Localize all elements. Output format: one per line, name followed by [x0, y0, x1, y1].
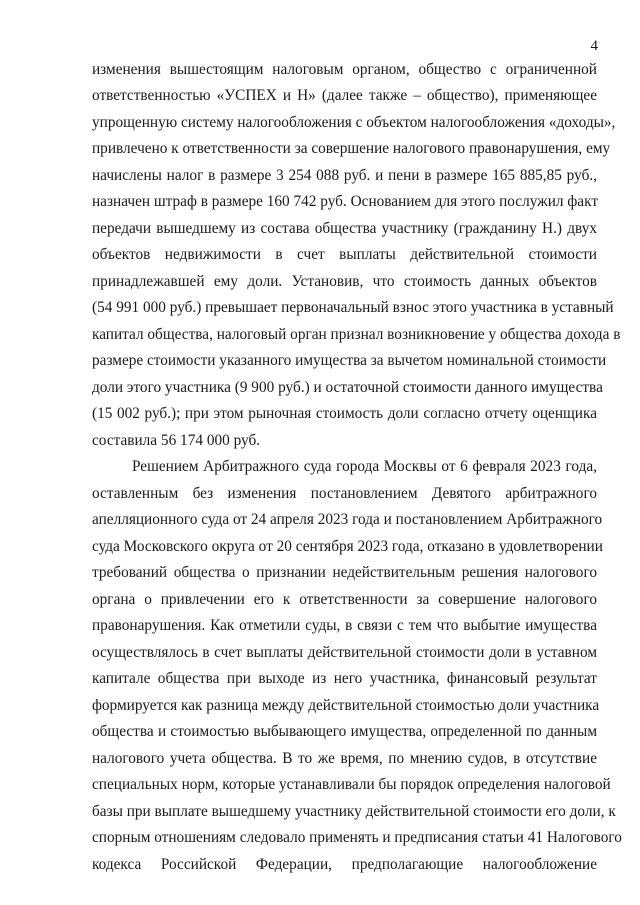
text-line: изменения вышестоящим налоговым органом, общество с ограниченной [92, 61, 597, 78]
text-line: кодекса Российской Федерации, предполагающие налогообложение [92, 856, 597, 873]
text-line: формируется как разница между действительной стоимостью доли участника [92, 697, 600, 714]
text-line: составила 56 174 000 руб. [92, 432, 261, 449]
text-line: налогового учета общества. В то же время, по мнению судов, в отсутствие [92, 750, 597, 767]
text-line: (15 002 руб.); при этом рыночная стоимость доли согласно отчету оценщика [92, 405, 597, 422]
text-line: апелляционного суда от 24 апреля 2023 года и постановлением Арбитражного [92, 511, 603, 528]
text-line: требований общества о признании недействительным решения налогового [92, 564, 597, 581]
text-line: начислены налог в размере 3 254 088 руб. и пени в размере 165 885,85 руб., [92, 167, 597, 184]
text-line: общества и стоимостью выбывающего имущества, определенной по данным [92, 723, 597, 740]
text-line: объектов недвижимости в счет выплаты действительной стоимости [92, 246, 597, 263]
text-line: правонарушения. Как отметили суды, в связи с тем что выбытие имущества [92, 617, 597, 634]
text-line: осуществлялось в счет выплаты действительной стоимости доли в уставном [92, 644, 597, 661]
text-line: (54 991 000 руб.) превышает первоначальный взнос этого участника в уставный [92, 299, 614, 316]
text-line: назначен штраф в размере 160 742 руб. Основанием для этого послужил факт [92, 193, 599, 210]
text-line: доли этого участника (9 900 руб.) и остаточной стоимости данного имущества [92, 379, 603, 396]
text-line: ответственностью «УСПЕХ и Н» (далее также – общество), применяющее [92, 87, 597, 104]
text-line: принадлежавшей ему доли. Установив, что стоимость данных объектов [92, 273, 597, 290]
paragraph-first-line: Решением Арбитражного суда города Москвы от 6 февраля 2023 года, [132, 458, 597, 475]
text-line: капитал общества, налоговый орган признал возникновение у общества дохода в [92, 326, 621, 343]
text-line: передачи вышедшему из состава общества участнику (гражданину Н.) двух [92, 220, 597, 237]
text-line: привлечено к ответственности за совершение налогового правонарушения, ему [92, 140, 611, 157]
text-line: капитале общества при выходе из него участника, финансовый результат [92, 670, 597, 687]
text-line: размере стоимости указанного имущества за вычетом номинальной стоимости [92, 352, 607, 369]
page-number: 4 [590, 38, 598, 54]
text-line: специальных норм, которые устанавливали бы порядок определения налоговой [92, 776, 611, 793]
text-line: упрощенную систему налогообложения с объектом налогообложения «доходы», [92, 114, 616, 131]
text-line: базы при выплате вышедшему участнику действительной стоимости его доли, к [92, 803, 616, 820]
text-line: оставленным без изменения постановлением Девятого арбитражного [92, 485, 597, 502]
text-line: спорным отношениям следовало применять и предписания статьи 41 Налогового [92, 829, 622, 846]
text-line: органа о привлечении его к ответственности за совершение налогового [92, 591, 597, 608]
text-line: суда Московского округа от 20 сентября 2023 года, отказано в удовлетворении [92, 538, 603, 555]
